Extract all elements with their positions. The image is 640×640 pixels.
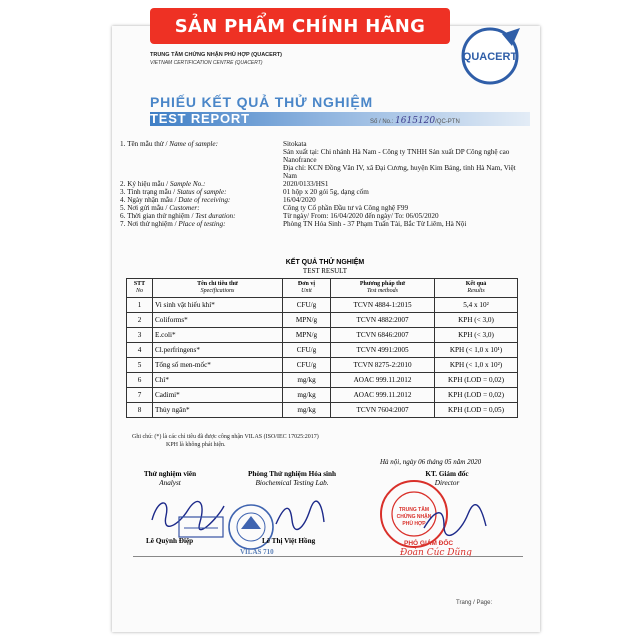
role-director: KT. Giám đốc Director [425,470,469,487]
col-header: Phương pháp thử Test methods [331,279,435,298]
logo-text: QUACERT [462,51,518,63]
info-value: Phòng TN Hóa Sinh - 37 Phạm Tuấn Tài, Bắc Từ Liêm, Hà Nội [283,220,467,228]
centre-name-vn: TRUNG TÂM CHỨNG NHẬN PHÙ HỢP (QUACERT) [150,52,282,58]
col-header: Đơn vị Unit [283,279,331,298]
footer-legal [133,556,523,597]
table-row: 3 E.coli* MPN/g TCVN 6846:2007 KPH (< 3,0) [127,328,518,343]
report-title-vn: PHIẾU KẾT QUẢ THỬ NGHIỆM [150,94,373,110]
vilas-number: VILAS 710 [240,548,274,556]
info-value: 16/04/2020 [283,196,316,204]
info-row: 7. Nơi thử nghiệm / Place of testing: Phòng TN Hóa Sinh - 37 Phạm Tuấn Tài, Bắc Từ Liêm, Hà Nội [120,220,530,228]
results-table [126,278,518,418]
col-header: Tên chỉ tiêu thử Specifications [153,279,283,298]
info-row: 1. Tên mẫu thử / Name of sample: Sitokata [120,140,530,148]
col-header: STT No [127,279,153,298]
report-title-en-bar [150,112,530,126]
info-value: Sitokata [283,140,307,148]
info-value: Địa chỉ: KCN Đồng Văn IV, xã Đại Cương, huyện Kim Bảng, tỉnh Hà Nam, Việt Nam [283,164,516,180]
info-row: 4. Ngày nhận mẫu / Date of receiving: 16/04/2020 [120,196,530,204]
info-row: 5. Nơi gửi mẫu / Customer: Công ty Cổ phần Đầu tư và Công nghệ F99 [120,204,530,212]
role-lab: Phòng Thử nghiệm Hóa sinh Biochemical Testing Lab. [247,470,337,487]
info-row: 3. Tình trạng mẫu / Status of sample: 01 hộp x 20 gói 5g, dạng cốm [120,188,530,196]
analyst-name: Lê Quỳnh Điệp [146,537,194,545]
report-number-suffix: /QC-PTN [435,119,460,125]
director-title: PHÓ GIÁM ĐỐC [404,540,454,547]
report-number-label: Số / No.: [370,119,394,125]
table-row: 8 Thủy ngân* mg/kg TCVN 7604:2007 KPH (LOD = 0,05) [127,403,518,418]
table-row: 5 Tổng số men-mốc* CFU/g TCVN 8275-2:2010 KPH (< 1,0 x 10²) [127,358,518,373]
sample-info [120,140,530,228]
lab-signature-icon [270,498,330,534]
result-title-vn: KẾT QUẢ THỬ NGHIỆM [285,259,365,266]
table-row: 2 Coliforms* MPN/g TCVN 4882:2007 KPH (< 3,0) [127,313,518,328]
director-signature-icon [420,504,490,538]
info-value: 2020/0133/HS1 [283,180,329,188]
note-line: KPH là không phát hiện. [166,442,226,448]
page-label: Trang / Page: [456,600,493,606]
centre-name-en: VIETNAM CERTIFICATION CENTRE (QUACERT) [150,60,263,66]
info-row: 2. Ký hiệu mẫu / Sample No.: 2020/0133/HS1 [120,180,530,188]
info-value: Từ ngày/ From: 16/04/2020 đến ngày/ To: 06/05/2020 [283,212,439,220]
info-row: 6. Thời gian thử nghiệm / Test duration: Từ ngày/ From: 16/04/2020 đến ngày/ To: 06/05/2020 [120,212,530,220]
quacert-logo-icon [442,22,532,92]
table-row: 6 Chì* mg/kg AOAC 999.11.2012 KPH (LOD = 0,02) [127,373,518,388]
info-value: Công ty Cổ phần Đầu tư và Công nghệ F99 [283,204,409,212]
info-value: Sản xuất tại: Chi nhánh Hà Nam - Công ty TNHH Sản xuất DP Công nghệ cao Nanofrance [283,148,510,164]
report-title-en: TEST REPORT [150,111,250,126]
director-name: Đoàn Cúc Dũng [400,548,472,558]
svg-text:PHÙ HỢP: PHÙ HỢP [402,521,426,527]
table-row: 7 Cadimi* mg/kg AOAC 999.11.2012 KPH (LOD = 0,02) [127,388,518,403]
authentic-product-banner: SẢN PHẨM CHÍNH HÃNG [150,8,450,44]
info-value: 01 hộp x 20 gói 5g, dạng cốm [283,188,369,196]
svg-text:TRUNG TÂM: TRUNG TÂM [399,507,429,513]
svg-text:CHỨNG NHẬN: CHỨNG NHẬN [396,514,432,520]
report-number-value: 1615120 [395,116,436,126]
result-title [120,258,530,275]
table-row: 4 Cl.perfringens* CFU/g TCVN 4991:2005 KPH (< 1,0 x 10¹) [127,343,518,358]
table-header-row [127,279,518,298]
role-analyst: Thử nghiệm viên Analyst [143,470,197,487]
table-row: 1 Vi sinh vật hiếu khí* CFU/g TCVN 4884-1:2015 5,4 x 10² [127,298,518,313]
report-number [370,116,460,126]
blue-stamp-icon [178,516,224,538]
notes [132,433,319,449]
result-title-en: TEST RESULT [302,267,348,275]
note-line: Ghi chú: (*) là các chỉ tiêu đã được công nhận VILAS (ISO/IEC 17025:2017) [132,434,319,440]
signing-date: Hà nội, ngày 06 tháng 05 năm 2020 [380,458,482,466]
col-header: Kết quả Results [435,279,518,298]
info-row [120,148,530,164]
lab-head-name: Lê Thị Việt Hồng [262,537,316,545]
info-row [120,164,530,180]
